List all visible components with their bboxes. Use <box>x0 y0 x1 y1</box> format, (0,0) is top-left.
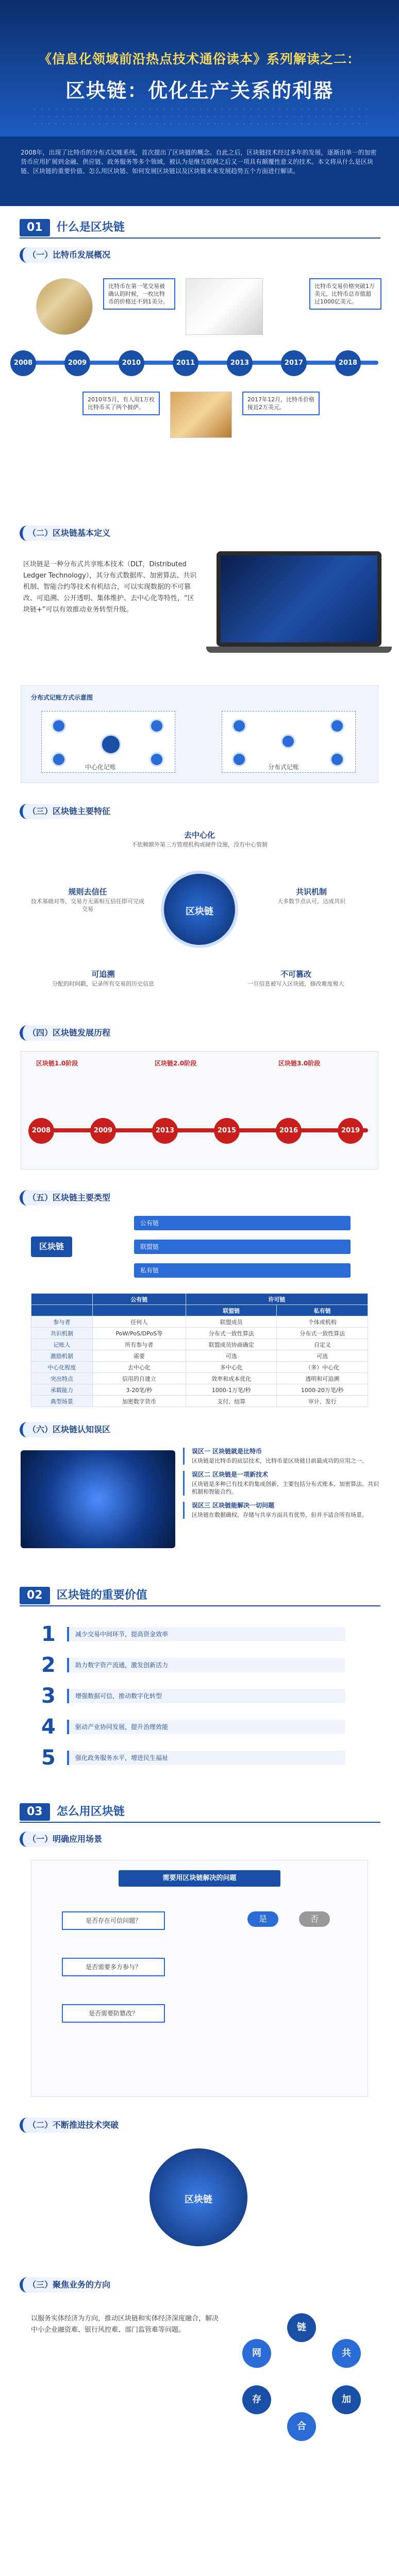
table-cell: PoW/PoS/DPoS等 <box>92 1328 186 1339</box>
node-icon <box>52 719 66 733</box>
myth-item: 误区三 区块链能解决一切问题 区块链在数据确权、存储与共享方面具有优势，但并不适合所有场景。 <box>183 1502 379 1519</box>
table-cell: 记账人 <box>31 1339 93 1350</box>
flow-question-1: 是否存在可信问题？ <box>62 1911 165 1930</box>
node-icon <box>330 752 344 767</box>
timeline-year-2011: 2011 <box>173 350 198 376</box>
table-header: 许可链 <box>186 1294 368 1305</box>
feature-decentralized-title: 去中心化 <box>184 831 215 840</box>
bitcoin-callout-4: 2017年12月，比特币价格接近2万美元。 <box>242 392 320 415</box>
bitcoin-callout-3: 2010年5月，有人用1万枚比特币买了两个披萨。 <box>82 392 160 415</box>
core-label: 区块链 <box>186 906 213 917</box>
table-cell: 参与者 <box>31 1316 93 1328</box>
table-cell: 承载能力 <box>31 1384 93 1396</box>
importance-item-4: 4 驱动产业协同发展，提升治理效能 <box>41 1716 351 1738</box>
node-icon <box>232 719 246 733</box>
types-root: 区块链 <box>31 1236 72 1257</box>
table-cell: 突出特点 <box>31 1373 93 1384</box>
table-cell: 所有参与者 <box>92 1339 186 1350</box>
table-cell: 中心化程度 <box>31 1362 93 1373</box>
importance-item-5: 5 强化政务服务水平，增进民生福祉 <box>41 1747 351 1769</box>
flow-question-2: 是否需要多方参与？ <box>62 1958 165 1976</box>
business-wheel: 链 共 加 合 存 网 <box>237 2313 366 2442</box>
main-title: 区块链：优化生产关系的利器 <box>65 79 334 102</box>
type-consortium: 联盟链 <box>134 1240 351 1254</box>
types-comparison-table <box>31 1293 368 1407</box>
node-icon <box>232 752 246 767</box>
stage-label-1: 区块链1.0阶段 <box>36 1060 78 1067</box>
intro-paragraph: 2008年，出现了比特币的分布式记账系统，首次提出了区块链的概念。自此之后，区块链技术经过多年的发展，逐渐由单一的加密货币应用扩展到金融、供应链、政务服务等多个领域，被认为是继互联网之后又一项具有颠覆性意义的技术。本文将从什么是区块链、区块链的重要价值、怎么用区块链、如何发展区块链以及区块链未来发展趋势五个方面进行解读。 <box>0 137 399 206</box>
feature-trustless-title: 规则去信任 <box>68 887 107 896</box>
stage-label-2: 区块链2.0阶段 <box>155 1060 197 1067</box>
flow-title: 需要用区块链解决的问题 <box>119 1870 280 1887</box>
table-cell: 加密数字货币 <box>92 1396 186 1407</box>
type-private: 私有链 <box>134 1263 351 1278</box>
timeline-year-2008: 2008 <box>10 350 36 376</box>
table-cell: 可选 <box>277 1350 368 1362</box>
history-year: 2013 <box>152 1118 178 1144</box>
table-cell: 1000-1万笔/秒 <box>186 1384 277 1396</box>
importance-item-3: 3 增强数据可信，推动数字化转型 <box>41 1685 351 1707</box>
importance-item-2: 2 助力数字资产流通，激发创新活力 <box>41 1654 351 1676</box>
subheading-bitcoin: （一）比特币发展概况 <box>20 247 120 263</box>
table-row <box>31 1350 368 1362</box>
laptop-illustration <box>217 551 381 647</box>
feature-immutable-title: 不可篡改 <box>280 970 311 979</box>
table-cell: 支付、结算 <box>186 1396 277 1407</box>
diagram-label: 分布式记账方式示意图 <box>31 694 93 701</box>
subheading-types: （五）区块链主要类型 <box>20 1190 120 1206</box>
laptop-base <box>206 647 392 653</box>
table-cell: 审计、发行 <box>277 1396 368 1407</box>
section-number: 01 <box>20 219 50 236</box>
table-header <box>92 1305 186 1316</box>
table-row <box>31 1328 368 1339</box>
table-cell: 个体或机构 <box>277 1316 368 1328</box>
subheading-business: （三）聚焦业务的方向 <box>20 2277 120 2293</box>
tech-core-label: 区块链 <box>185 2194 212 2205</box>
timeline-year-2009: 2009 <box>64 350 90 376</box>
myth-item: 误区二 区块链是一项新技术 区块链是多种已有技术的集成创新，主要包括分布式账本、加密算法、共识机制和智能合约。 <box>183 1471 379 1496</box>
flow-yes: 是 <box>247 1911 278 1927</box>
node-icon <box>330 719 344 733</box>
history-panel <box>21 1051 378 1170</box>
table-body <box>31 1316 368 1407</box>
myths-list <box>183 1448 379 1525</box>
table-cell: 分布式一致性算法 <box>277 1328 368 1339</box>
table-cell: 效率和成本优化 <box>186 1373 277 1384</box>
node-icon <box>149 719 164 733</box>
table-cell: 典型场景 <box>31 1396 93 1407</box>
subheading-tech: （二）不断推进技术突破 <box>20 2117 128 2133</box>
table-header <box>31 1294 93 1305</box>
importance-item-1: 1 减少交易中间环节，提高资金效率 <box>41 1623 351 1646</box>
business-text: 以服务实体经济为方向，推动区块链和实体经济深度融合，解决中小企业融资难、银行风控难、部门监管难等问题。 <box>31 2315 219 2334</box>
history-year: 2015 <box>214 1118 240 1144</box>
type-public: 公有链 <box>134 1216 351 1230</box>
central-node-icon <box>101 734 121 755</box>
feature-immutable-text: 一旦信息被写入区块链，修改难度极大 <box>247 980 344 987</box>
section-header-2: 02 区块链的重要价值 <box>20 1587 380 1606</box>
node-icon <box>281 734 295 749</box>
bitcoin-callout-2: 比特币交易价格突破1万美元，比特币总市值超过1000亿美元。 <box>309 278 381 310</box>
table-row <box>31 1384 368 1396</box>
timeline-year-2018: 2018 <box>335 350 361 376</box>
price-chart-image <box>186 278 263 335</box>
bitcoin-coin-image <box>36 278 93 335</box>
table-cell: 联盟成员 <box>186 1316 277 1328</box>
table-cell: 透明和可追溯 <box>277 1373 368 1384</box>
pizza-image <box>170 392 232 438</box>
table-cell: 联盟成员协商确定 <box>186 1339 277 1350</box>
subheading-myths: （六）区块链认知误区 <box>20 1422 120 1437</box>
node-icon <box>149 752 164 767</box>
table-row <box>31 1316 368 1328</box>
table-header: 私有链 <box>277 1305 368 1316</box>
table-cell: 去中心化 <box>92 1362 186 1373</box>
history-year: 2008 <box>28 1118 54 1144</box>
node-icon <box>52 752 66 767</box>
section-header-3: 03 怎么用区块链 <box>20 1803 380 1823</box>
table-cell: 共识机制 <box>31 1328 93 1339</box>
table-row <box>31 1339 368 1350</box>
section-title: 什么是区块链 <box>56 221 125 234</box>
feature-consensus-title: 共识机制 <box>295 887 327 896</box>
history-year: 2009 <box>90 1118 116 1144</box>
table-row <box>31 1362 368 1373</box>
table-cell: 可选 <box>186 1350 277 1362</box>
series-title: 《信息化领域前沿热点技术通俗读本》系列解读之二： <box>38 52 360 66</box>
subheading-history: （四）区块链发展历程 <box>20 1025 120 1041</box>
table-cell: 1000-20万笔/秒 <box>277 1384 368 1396</box>
dist-label: 分布式记账 <box>268 764 300 771</box>
table-cell: 需要 <box>92 1350 186 1362</box>
dot-pattern <box>31 106 368 126</box>
feature-decentralized-text: 不依赖额外第三方管理机构或硬件设施，没有中心管制 <box>131 841 268 848</box>
feature-trustless-text: 技术基础对等，交易方无需相互信任即可完成交易 <box>31 898 144 912</box>
bitcoin-callout-1: 比特币在第一笔交易被确认的时候，一枚比特币的价格还不到1美分。 <box>103 278 175 310</box>
myth-item: 误区一 区块链就是比特币 区块链是比特币的底层技术，比特币是区块链目前最成功的应用之一。 <box>183 1448 379 1465</box>
section-header-1 <box>20 219 380 239</box>
world-map-image <box>21 1450 175 1548</box>
feature-traceable-title: 可追溯 <box>91 970 115 979</box>
center-label: 中心化记账 <box>85 764 117 771</box>
table-header: 公有链 <box>92 1294 186 1305</box>
table-header <box>31 1305 93 1316</box>
history-year: 2016 <box>276 1118 302 1144</box>
timeline-year-2013: 2013 <box>227 350 253 376</box>
table-cell: 分布式一致性算法 <box>186 1328 277 1339</box>
subheading-features: （三）区块链主要特征 <box>20 804 120 819</box>
table-cell: 信用的自建立 <box>92 1373 186 1384</box>
subheading-scenarios: （一）明确应用场景 <box>20 1832 111 1847</box>
table-row <box>31 1373 368 1384</box>
timeline-year-2017: 2017 <box>281 350 307 376</box>
scenario-flowchart <box>31 1860 368 2097</box>
subheading-definition: （二）区块链基本定义 <box>20 526 120 541</box>
table-header: 联盟链 <box>186 1305 277 1316</box>
feature-traceable-text: 分配的时间戳，记录所有交易的历史信息 <box>52 980 154 987</box>
history-timeline-bar <box>31 1128 368 1132</box>
table-cell: 激励机制 <box>31 1350 93 1362</box>
table-cell: 3-20笔/秒 <box>92 1384 186 1396</box>
table-row <box>31 1396 368 1407</box>
table-cell: 自定义 <box>277 1339 368 1350</box>
table-cell: 任何人 <box>92 1316 186 1328</box>
table-cell: （多）中心化 <box>277 1362 368 1373</box>
history-year: 2019 <box>338 1118 363 1144</box>
timeline-year-2010: 2010 <box>119 350 144 376</box>
flow-question-3: 是否需要防篡改？ <box>62 2004 165 2023</box>
definition-text: 区块链是一种分布式共享账本技术（DLT，Distributed Ledger Technology），其分布式数据库、加密算法、共识机制、智能合约等技术有机结合，可以实现数据的不可篡改、可追溯、公开透明、集体维护、去中心化等特性，“区块链+”可以有效推动业务转型升级。 <box>23 561 197 614</box>
feature-consensus-text: 大多数节点认可，达成共识 <box>277 898 345 905</box>
stage-label-3: 区块链3.0阶段 <box>278 1060 321 1067</box>
flow-no: 否 <box>299 1911 330 1927</box>
hero-banner <box>0 0 399 137</box>
table-cell: 多中心化 <box>186 1362 277 1373</box>
